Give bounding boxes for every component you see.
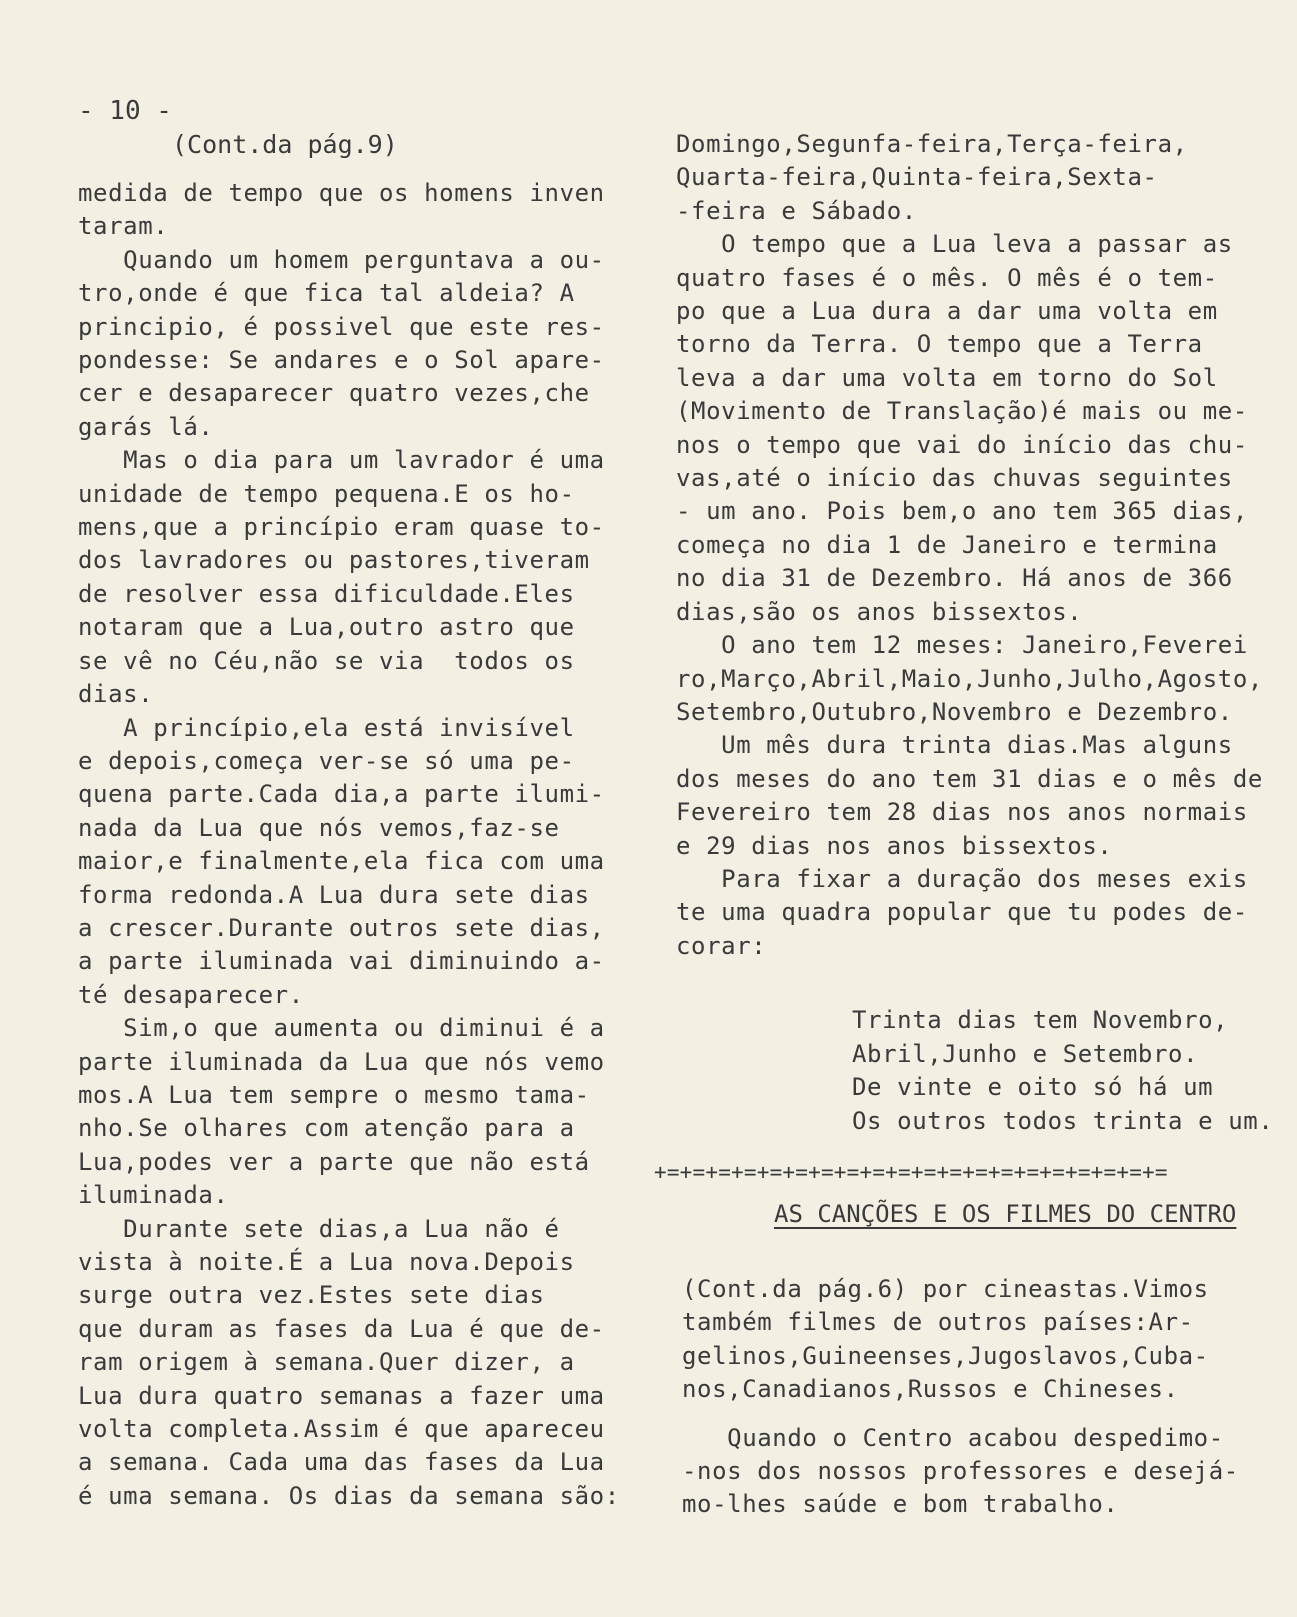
section-separator: +=+=+=+=+=+=+=+=+=+=+=+=+=+=+=+=+=+=+=+= [654,1160,1168,1184]
text-line: parte iluminada da Lua que nós vemo [78,1047,605,1076]
poem-line: Abril,Junho e Setembro. [852,1039,1199,1068]
section-body [682,1273,1239,1522]
poem-line: Trinta dias tem Novembro, [852,1006,1229,1034]
text-line: Quando o Centro acabou despedimo- [682,1423,1224,1452]
text-line: -feira e Sábado. [676,196,917,225]
text-line: também filmes de outros países:Ar- [682,1308,1194,1337]
text-line: Setembro,Outubro,Novembro e Dezembro. [676,697,1233,726]
text-line: nos o tempo que vai do início das chu- [676,430,1248,459]
text-line: forma redonda.A Lua dura sete dias [78,880,590,909]
poem-line: De vinte e oito só há um [852,1073,1214,1101]
text-line: surge outra vez.Estes sete dias [78,1281,545,1310]
text-line: mos.A Lua tem sempre o mesmo tama- [78,1080,590,1109]
text-line: (Movimento de Translação)é mais ou me- [676,397,1248,426]
text-line: Lua dura quatro semanas a fazer uma [78,1381,605,1410]
text-line: mo-lhes saúde e bom trabalho. [682,1490,1119,1519]
paragraph-gap [682,1407,1239,1422]
text-line: O ano tem 12 meses: Janeiro,Feverei [676,631,1248,660]
text-line: quatro fases é o mês. O mês é o tem- [676,263,1218,292]
text-line: começa no dia 1 de Janeiro e termina [676,530,1218,559]
text-line: unidade de tempo pequena.E os ho- [78,479,575,508]
text-line: Quando um homem perguntava a ou- [78,245,605,274]
text-line: A princípio,ela está invisível [78,713,575,742]
text-line: a crescer.Durante outros sete dias, [78,913,605,942]
left-column [78,177,638,1513]
text-line: a parte iluminada vai diminuindo a- [78,947,605,976]
text-line: Lua,podes ver a parte que não está [78,1147,590,1176]
section-title: AS CANÇÕES E OS FILMES DO CENTRO [774,1200,1237,1228]
text-line: Domingo,Segunfa-feira,Terça-feira, [676,130,1188,158]
text-line: cer e desaparecer quatro vezes,che [78,379,590,408]
text-line: se vê no Céu,não se via todos os [78,646,575,675]
text-line: notaram que a Lua,outro astro que [78,613,575,642]
text-line: no dia 31 de Dezembro. Há anos de 366 [676,564,1233,593]
text-line: vas,até o início das chuvas seguintes [676,464,1233,493]
text-line: ram origem à semana.Quer dizer, a [78,1348,575,1377]
text-line: volta completa.Assim é que apareceu [78,1415,605,1444]
text-line: nada da Lua que nós vemos,faz-se [78,813,560,842]
continuation-note: (Cont.da pág.9) [172,130,398,159]
text-line: principio, é possivel que este res- [78,312,605,341]
text-line: nos,Canadianos,Russos e Chineses. [682,1375,1179,1404]
page-number: - 10 - [78,96,172,126]
text-line: Quarta-feira,Quinta-feira,Sexta- [676,163,1158,192]
text-line: nho.Se olhares com atenção para a [78,1114,575,1143]
text-line: corar: [676,931,767,960]
text-line: iluminada. [78,1181,229,1210]
text-line: Um mês dura trinta dias.Mas alguns [676,731,1233,760]
text-line: Sim,o que aumenta ou diminui é a [78,1014,605,1043]
text-line: -nos dos nossos professores e desejá- [682,1457,1239,1486]
text-line: Fevereiro tem 28 dias nos anos normais [676,798,1248,827]
text-line: pondesse: Se andares e o Sol apare- [78,346,605,375]
text-line: a semana. Cada uma das fases da Lua [78,1448,605,1477]
text-line: dos meses do ano tem 31 dias e o mês de [676,764,1263,793]
text-line: vista à noite.É a Lua nova.Depois [78,1248,575,1276]
text-line: que duram as fases da Lua é que de- [78,1314,605,1343]
text-line: dias,são os anos bissextos. [676,597,1083,626]
text-line: O tempo que a Lua leva a passar as [676,230,1233,259]
text-line: Durante sete dias,a Lua não é [78,1214,560,1243]
text-line: de resolver essa dificuldade.Eles [78,579,575,608]
text-line: maior,e finalmente,ela fica com uma [78,847,605,876]
text-line: e depois,começa ver-se só uma pe- [78,746,575,775]
text-line: torno da Terra. O tempo que a Terra [676,330,1203,359]
text-line: te uma quadra popular que tu podes de- [676,898,1248,927]
text-line: Mas o dia para um lavrador é uma [78,446,605,475]
text-line: e 29 dias nos anos bissextos. [676,831,1113,860]
text-line: (Cont.da pág.6) por cineastas.Vimos [682,1275,1209,1303]
poem-line: Os outros todos trinta e um. [852,1106,1274,1135]
text-line: dos lavradores ou pastores,tiveram [78,546,590,575]
text-line: taram. [78,212,169,241]
text-line: mens,que a princípio eram quase to- [78,513,605,542]
right-column [676,128,1276,963]
text-line: ro,Março,Abril,Maio,Junho,Julho,Agosto, [676,664,1263,693]
popular-quatrain [852,1004,1273,1138]
text-line: leva a dar uma volta em torno do Sol [676,363,1218,392]
text-line: Para fixar a duração dos meses exis [676,864,1248,893]
text-line: po que a Lua dura a dar uma volta em [676,297,1218,326]
text-line: tro,onde é que fica tal aldeia? A [78,279,575,308]
text-line: dias. [78,680,154,709]
text-line: té desaparecer. [78,980,304,1009]
text-line: quena parte.Cada dia,a parte ilumi- [78,780,605,809]
text-line: - um ano. Pois bem,o ano tem 365 dias, [676,497,1248,526]
text-line: é uma semana. Os dias da semana são: [78,1481,620,1510]
text-line: medida de tempo que os homens inven [78,179,605,207]
text-line: gelinos,Guineenses,Jugoslavos,Cuba- [682,1341,1209,1370]
text-line: garás lá. [78,412,214,441]
